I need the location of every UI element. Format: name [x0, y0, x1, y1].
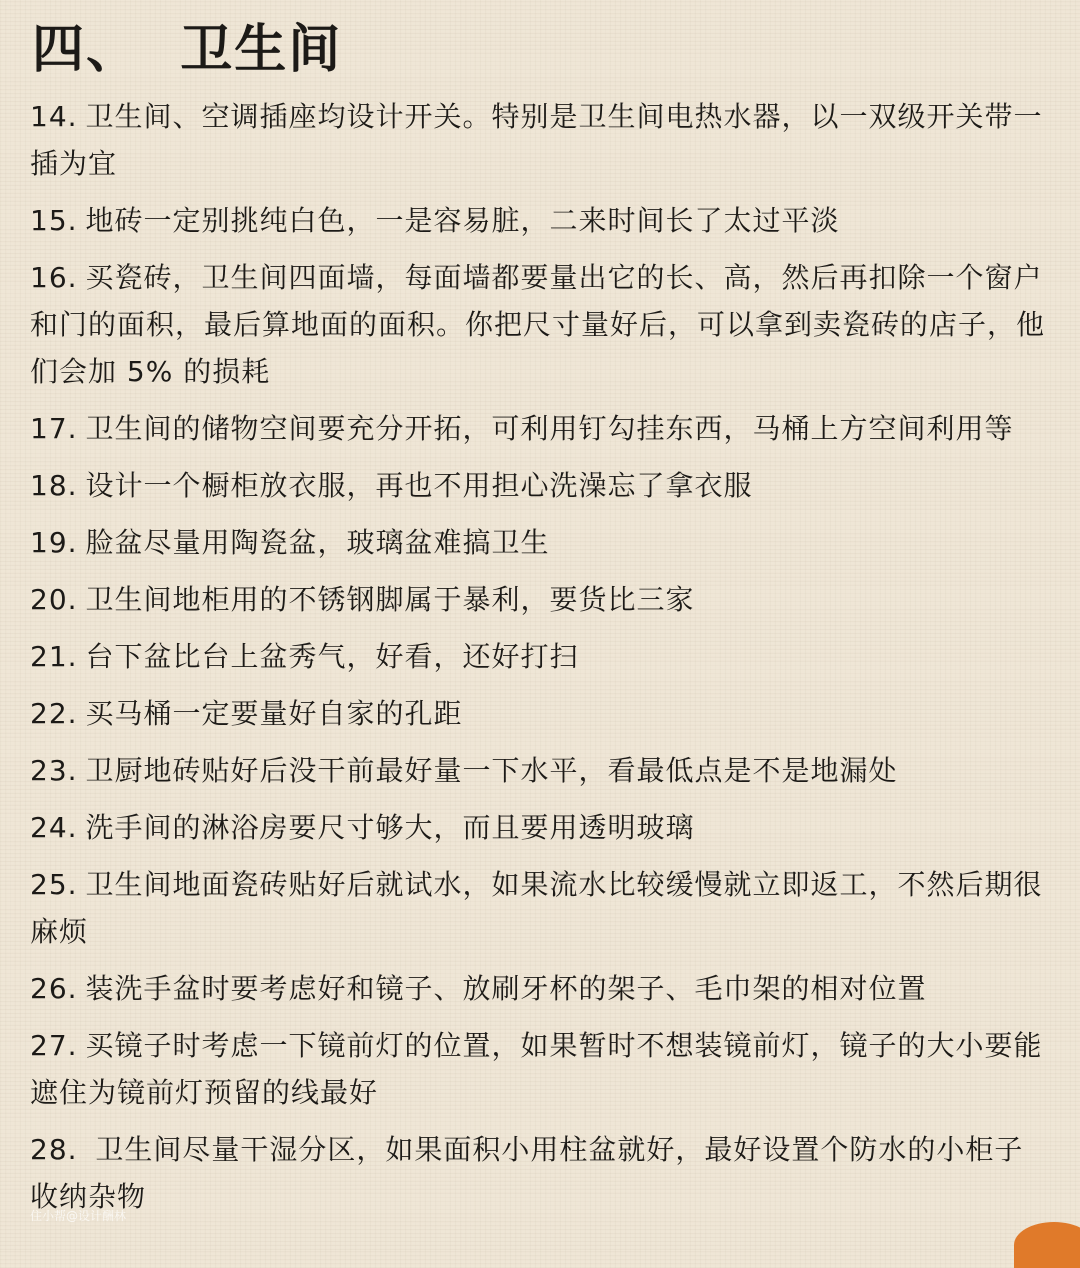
item-number: 15.: [30, 204, 78, 237]
item-number: 16.: [30, 261, 78, 294]
item-text: 买马桶一定要量好自家的孔距: [85, 697, 463, 730]
item-number: 23.: [30, 754, 78, 787]
watermark: 住小帮@设计酬林: [30, 1209, 127, 1223]
list-item: [30, 690, 1050, 737]
item-number: 17.: [30, 412, 78, 445]
item-text: 卫生间、空调插座均设计开关。特别是卫生间电热水器，以一双级开关带一插为宜: [30, 100, 1043, 180]
item-number: 21.: [30, 640, 78, 673]
item-number: 14.: [30, 100, 78, 133]
list-item: [30, 462, 1050, 509]
corner-decoration: [1014, 1222, 1080, 1268]
list-item: [30, 861, 1050, 955]
item-number: 27.: [30, 1029, 78, 1062]
list-item: [30, 576, 1050, 623]
item-number: 25.: [30, 868, 78, 901]
item-number: 24.: [30, 811, 78, 844]
list-item: [30, 405, 1050, 452]
item-text: 卫厨地砖贴好后没干前最好量一下水平，看最低点是不是地漏处: [85, 754, 898, 787]
item-number: 26.: [30, 972, 78, 1005]
item-text: 设计一个橱柜放衣服，再也不用担心洗澡忘了拿衣服: [85, 469, 753, 502]
list-item: [30, 1126, 1050, 1220]
item-number: 18.: [30, 469, 78, 502]
list-item: [30, 965, 1050, 1012]
list-item: [30, 747, 1050, 794]
item-text: 卫生间地柜用的不锈钢脚属于暴利，要货比三家: [85, 583, 695, 616]
item-text: 买镜子时考虑一下镜前灯的位置，如果暂时不想装镜前灯，镜子的大小要能遮住为镜前灯预留的线最好: [30, 1029, 1043, 1109]
item-number: 22.: [30, 697, 78, 730]
list-item: [30, 519, 1050, 566]
item-text: 洗手间的淋浴房要尺寸够大，而且要用透明玻璃: [85, 811, 695, 844]
item-text: 脸盆尽量用陶瓷盆，玻璃盆难搞卫生: [85, 526, 550, 559]
list-item: [30, 633, 1050, 680]
item-number: 28.: [30, 1133, 78, 1166]
list-item: [30, 1022, 1050, 1116]
list-item: [30, 93, 1050, 187]
item-text: 买瓷砖，卫生间四面墙，每面墙都要量出它的长、高，然后再扣除一个窗户和门的面积，最后算地面的面积。你把尺寸量好后，可以拿到卖瓷砖的店子，他们会加 5% 的损耗: [30, 261, 1046, 388]
item-list: [30, 93, 1050, 1230]
item-text: 地砖一定别挑纯白色，一是容易脏，二来时间长了太过平淡: [85, 204, 840, 237]
item-text: 卫生间的储物空间要充分开拓，可利用钉勾挂东西，马桶上方空间利用等: [85, 412, 1014, 445]
list-item: [30, 254, 1050, 395]
item-text: 装洗手盆时要考虑好和镜子、放刷牙杯的架子、毛巾架的相对位置: [85, 972, 927, 1005]
item-number: 19.: [30, 526, 78, 559]
item-number: 20.: [30, 583, 78, 616]
item-text: 卫生间尽量干湿分区，如果面积小用柱盆就好，最好设置个防水的小柜子收纳杂物: [30, 1133, 1024, 1213]
item-text: 卫生间地面瓷砖贴好后就试水，如果流水比较缓慢就立即返工，不然后期很麻烦: [30, 868, 1043, 948]
item-text: 台下盆比台上盆秀气，好看，还好打扫: [85, 640, 579, 673]
list-item: [30, 197, 1050, 244]
page-title: 四、 卫生间: [32, 20, 343, 80]
list-item: [30, 804, 1050, 851]
